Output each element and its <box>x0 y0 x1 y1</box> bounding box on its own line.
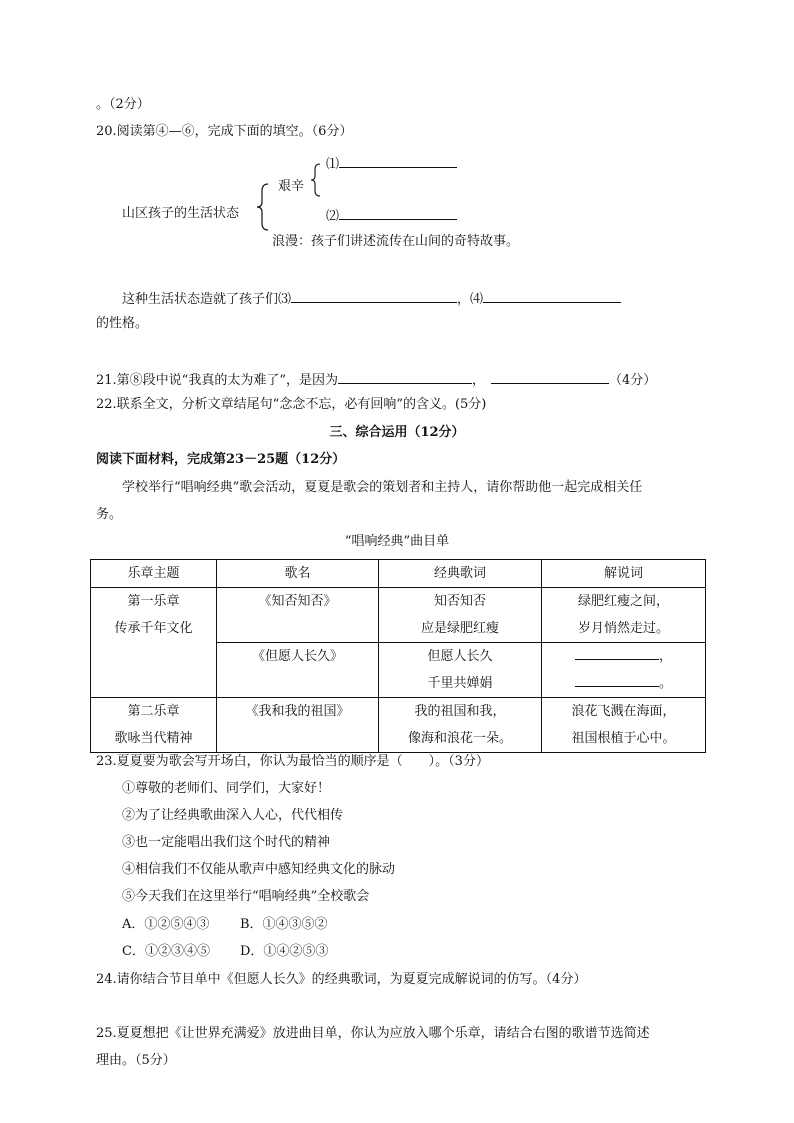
diagram-hard-label: 艰辛 <box>278 179 305 194</box>
song2-note-line1 <box>542 643 705 670</box>
q21-part-a: 21.第⑧段中说“我真的太为难了”，是因为 <box>96 373 338 388</box>
diagram-root-label: 山区孩子的生活状态 <box>122 206 240 221</box>
blank-2-line[interactable] <box>339 205 457 220</box>
q23-option-b[interactable]: B．①④③⑤② <box>240 917 328 932</box>
song3-note <box>542 698 706 753</box>
header-theme: 乐章主题 <box>91 560 217 588</box>
chapter1-line2: 传承千年文化 <box>114 621 193 636</box>
q23-option-a[interactable]: A．①②⑤④③ <box>122 917 210 932</box>
blank-1 <box>326 153 457 174</box>
q23-item-2: ②为了让经典歌曲深入人心，代代相传 <box>122 808 344 823</box>
song1-note-line2: 岁月悄然走过。 <box>577 621 669 636</box>
table-header-row <box>91 560 706 588</box>
song3-name: 《我和我的祖国》 <box>217 698 379 753</box>
song2-note-tail-2: 。 <box>658 676 672 691</box>
song1-lyric-line1: 知否知否 <box>433 594 486 609</box>
song2-note <box>542 643 706 698</box>
q23-option-d[interactable]: D．①④②⑤③ <box>240 944 329 959</box>
song1-note-line1: 绿肥红瘦之间， <box>577 594 669 609</box>
song3-lyric <box>379 698 542 753</box>
song1-name: 《知否知否》 <box>217 588 379 643</box>
background-line-2: 务。 <box>96 507 123 522</box>
song3-note-line1: 浪花飞溅在海面， <box>571 704 676 719</box>
blank-2-label: ⑵ <box>326 209 340 224</box>
table-row <box>91 588 706 643</box>
q24: 24.请你结合节目单中《但愿人长久》的经典歌词，为夏夏完成解说词的仿写。（4分） <box>96 972 587 987</box>
q23-option-c[interactable]: C．①②③④⑤ <box>122 944 210 959</box>
song2-lyric-line2: 千里共婵娟 <box>427 676 493 691</box>
song3-lyric-line2: 像海和浪花一朵。 <box>407 731 512 746</box>
q23-item-4: ④相信我们不仅能从歌声中感知经典文化的脉动 <box>122 862 396 877</box>
chapter2-line2: 歌咏当代精神 <box>114 731 193 746</box>
q20-conclusion-tail: 的性格。 <box>96 316 149 331</box>
song2-note-blank-2[interactable] <box>575 672 659 687</box>
header-song: 歌名 <box>217 560 379 588</box>
song2-note-tail-1: ， <box>658 649 672 664</box>
q19-tail: 。（2分） <box>96 97 150 112</box>
header-note: 解说词 <box>542 560 706 588</box>
chapter2-line1: 第二乐章 <box>127 704 180 719</box>
blank-1-label: ⑴ <box>326 157 340 172</box>
q23-stem: 23.夏夏要为歌会写开场白，你认为最恰当的顺序是（ ）。（3分） <box>96 754 489 769</box>
chapter1-line1: 第一乐章 <box>127 594 180 609</box>
outer-brace-icon <box>256 183 270 231</box>
q23-item-3: ③也一定能唱出我们这个时代的精神 <box>122 835 331 850</box>
song2-note-blank-1[interactable] <box>575 645 659 660</box>
q21-part-b: ， <box>471 373 485 388</box>
q21-blank-1[interactable] <box>338 369 472 384</box>
chapter1-cell <box>91 588 217 698</box>
song2-lyric <box>379 643 542 698</box>
table-row <box>91 698 706 753</box>
q21-blank-2[interactable] <box>491 369 609 384</box>
song1-note <box>542 588 706 643</box>
material-intro: 阅读下面材料，完成第23－25题（12分） <box>96 452 346 467</box>
blank-2 <box>326 205 457 226</box>
song3-note-line2: 祖国根植于心中。 <box>571 731 676 746</box>
song1-lyric-line2: 应是绿肥红瘦 <box>420 621 499 636</box>
song1-lyric <box>379 588 542 643</box>
inner-brace-icon <box>310 163 322 197</box>
q20-stem: 20.阅读第④—⑥，完成下面的填空。（6分） <box>96 124 353 139</box>
header-lyric: 经典歌词 <box>379 560 542 588</box>
background-line-1: 学校举行“唱响经典”歌会活动，夏夏是歌会的策划者和主持人，请你帮助他一起完成相关任 <box>122 480 643 495</box>
diagram-romantic: 浪漫：孩子们讲述流传在山间的奇特故事。 <box>272 234 520 249</box>
q21-part-c: （4分） <box>608 373 657 388</box>
blank-3-line[interactable] <box>291 288 457 303</box>
q23-item-5: ⑤今天我们在这里举行“唱响经典”全校歌会 <box>122 889 370 904</box>
song3-lyric-line1: 我的祖国和我， <box>414 704 506 719</box>
song2-lyric-line1: 但愿人长久 <box>427 649 493 664</box>
q25-line-2: 理由。（5分） <box>96 1053 176 1068</box>
q21 <box>96 369 656 390</box>
section3-title: 三、综合运用（12分） <box>329 425 465 440</box>
blank-1-line[interactable] <box>339 153 457 168</box>
song2-name: 《但愿人长久》 <box>217 643 379 698</box>
q22: 22.联系全文，分析文章结尾句“念念不忘，必有回响”的含义。(5分) <box>96 397 487 412</box>
q20-conclusion <box>122 288 621 309</box>
song-table <box>90 559 706 753</box>
chapter2-cell <box>91 698 217 753</box>
conclusion-part-b: ，⑷ <box>457 292 484 307</box>
q23-item-1: ①尊敬的老师们、同学们，大家好！ <box>122 781 331 796</box>
table-title: “唱响经典”曲目单 <box>344 534 450 549</box>
conclusion-part-a: 这种生活状态造就了孩子们⑶ <box>122 292 292 307</box>
blank-4-line[interactable] <box>483 288 621 303</box>
song2-note-line2 <box>542 670 705 697</box>
q25-line-1: 25.夏夏想把《让世界充满爱》放进曲目单，你认为应放入哪个乐章，请结合右图的歌谱节选简述 <box>96 1026 650 1041</box>
